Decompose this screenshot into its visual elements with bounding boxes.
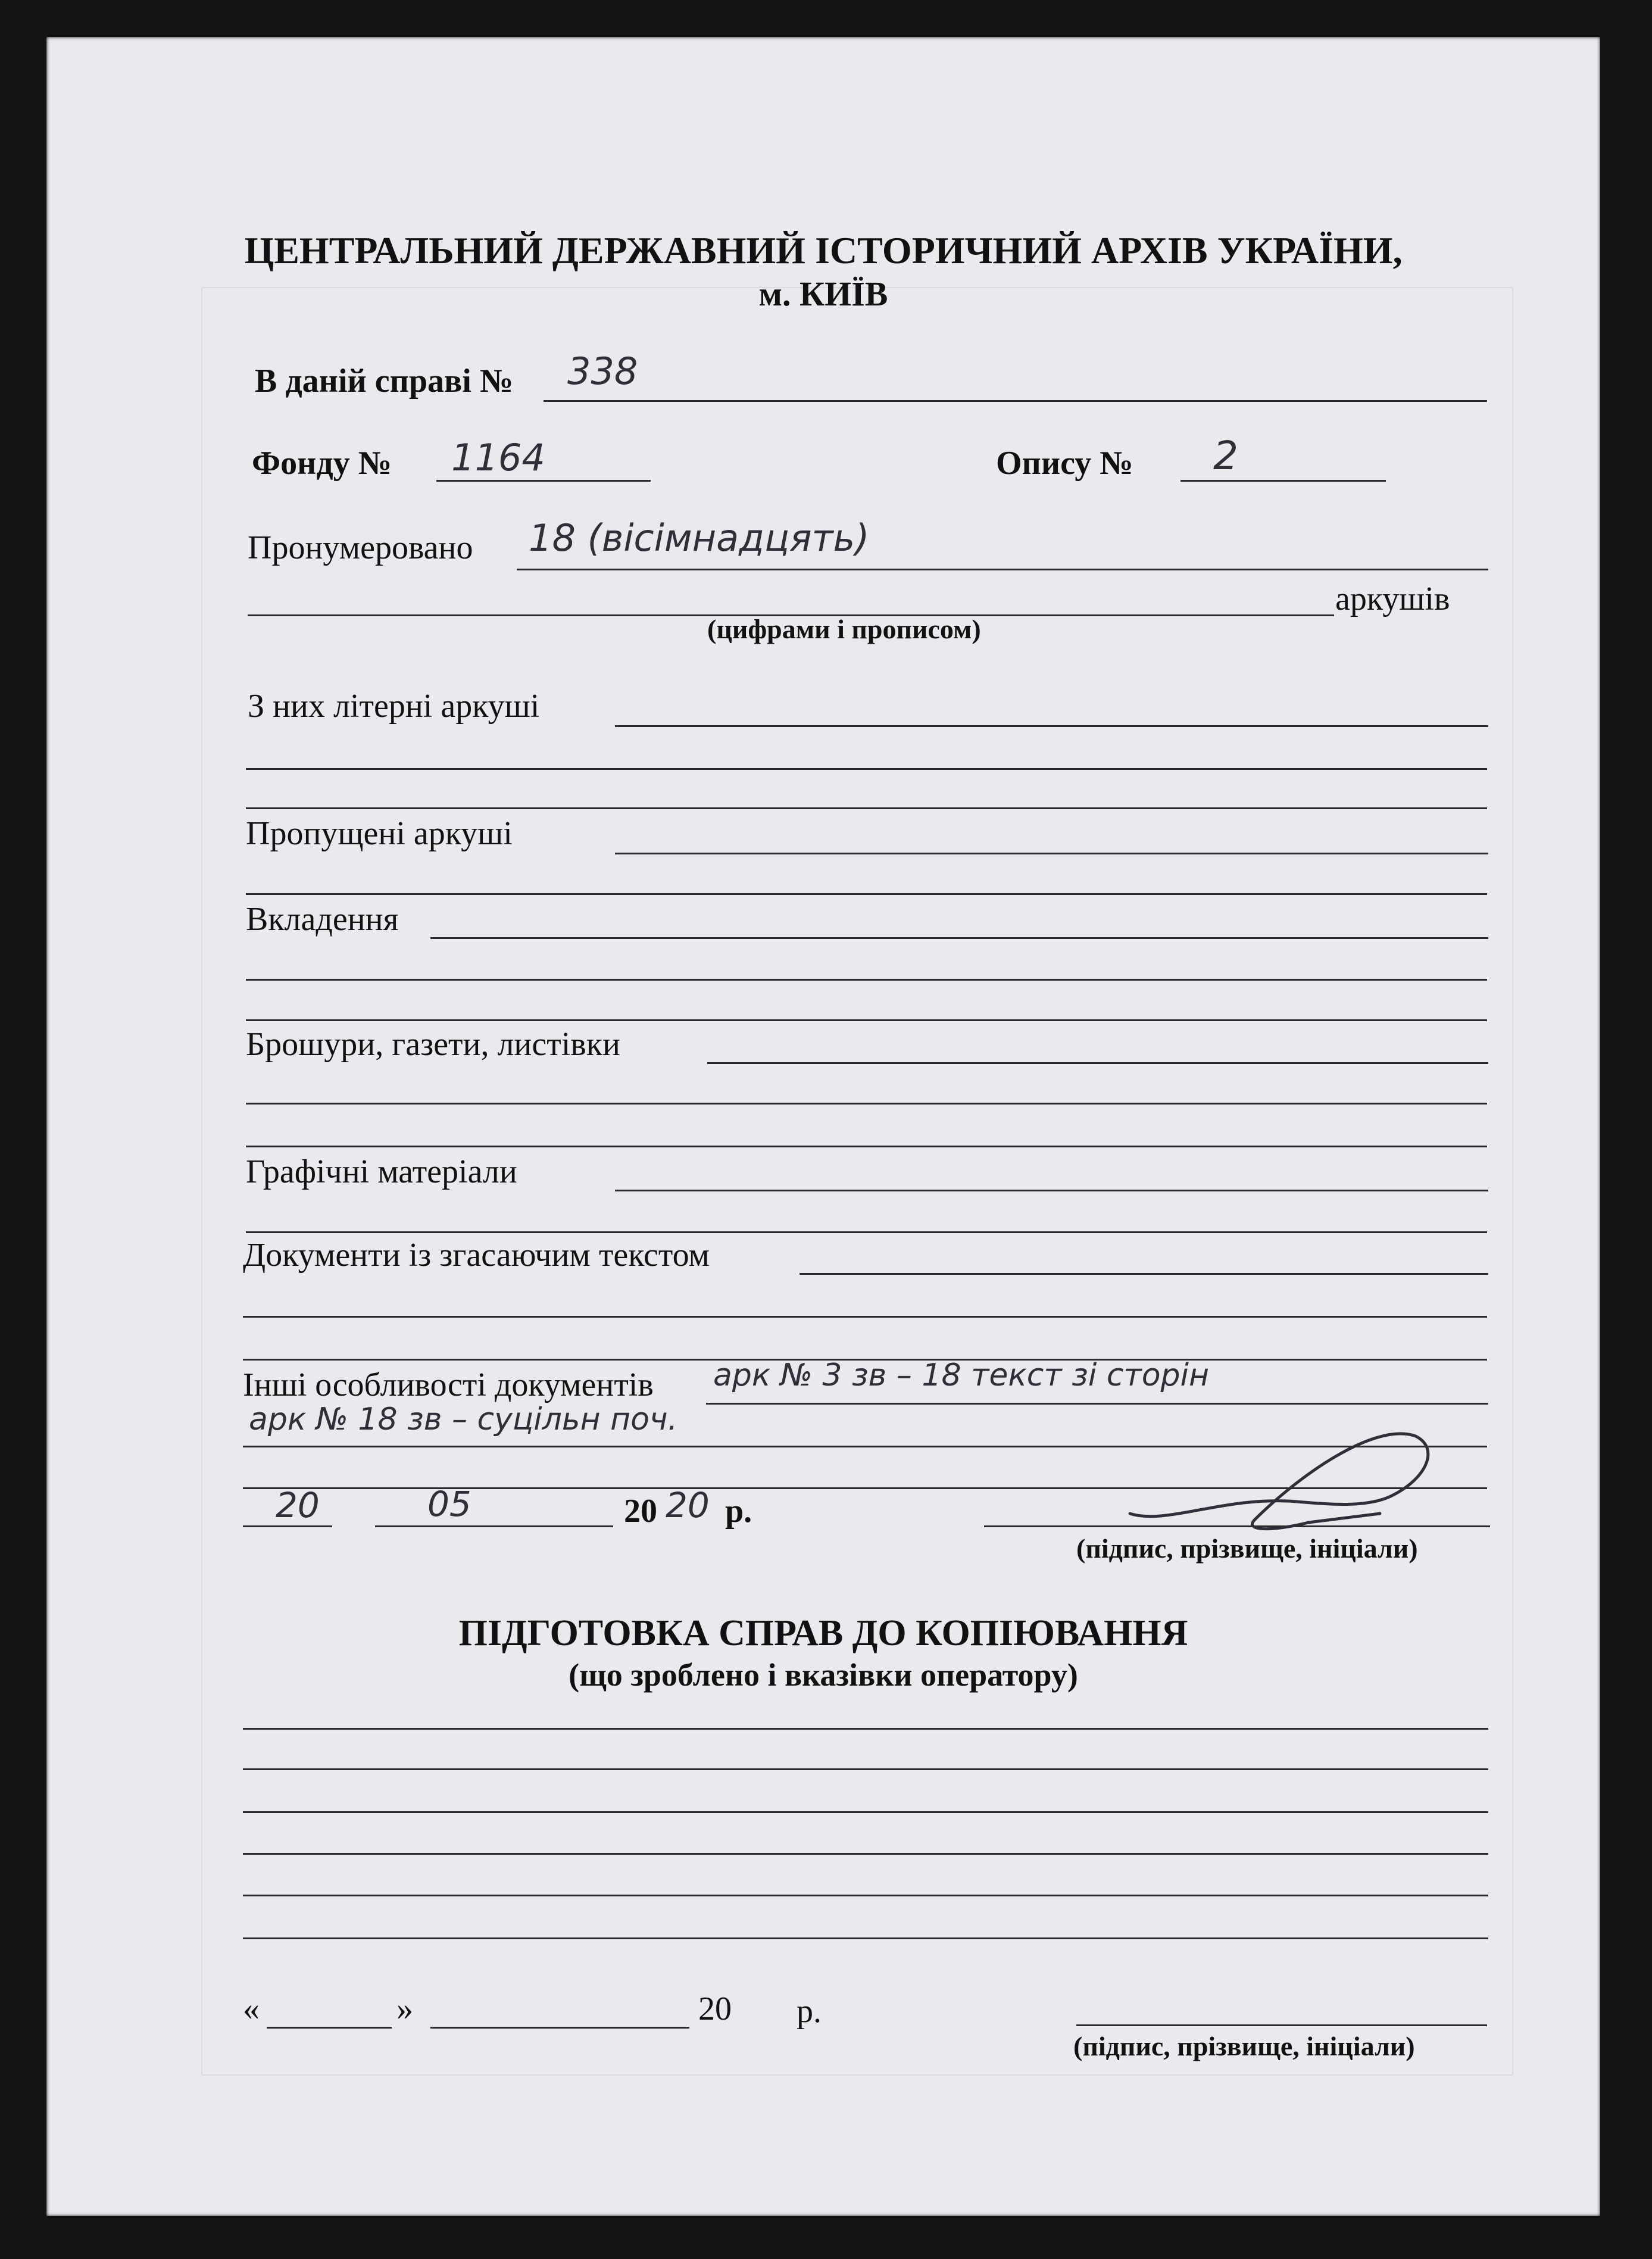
case-number-value[interactable]: 338 bbox=[567, 350, 638, 393]
fading-text-line-1 bbox=[800, 1273, 1488, 1275]
fading-text-label: Документи із згасаючим текстом bbox=[243, 1237, 710, 1274]
copy-line-5 bbox=[243, 1895, 1488, 1896]
copy-month-line bbox=[430, 2027, 689, 2029]
sheets-word: аркушів bbox=[1335, 581, 1450, 617]
year-prefix: 20 bbox=[624, 1493, 657, 1530]
case-number-label: В даній справі № bbox=[255, 363, 514, 400]
year-unit: р. bbox=[725, 1493, 752, 1530]
graphics-line-1 bbox=[615, 1190, 1488, 1191]
copy-year-prefix: 20 bbox=[698, 1990, 732, 2027]
copy-year-unit: р. bbox=[797, 1993, 822, 2030]
date-day-value[interactable]: 20 bbox=[276, 1485, 320, 1525]
signature-drawing bbox=[1118, 1424, 1451, 1543]
numbered-hint: (цифрами і прописом) bbox=[707, 614, 981, 644]
graphics-label: Графічні матеріали bbox=[246, 1153, 517, 1190]
date-day-line bbox=[243, 1525, 332, 1527]
attachments-line-2 bbox=[246, 979, 1487, 981]
archive-title: ЦЕНТРАЛЬНИЙ ДЕРЖАВНИЙ ІСТОРИЧНИЙ АРХІВ УКРАЇНИ, bbox=[244, 229, 1403, 272]
missing-sheets-line-2 bbox=[246, 893, 1487, 895]
attachments-line-1 bbox=[430, 937, 1488, 939]
numbered-line-1 bbox=[517, 569, 1488, 570]
copy-line-6 bbox=[243, 1937, 1488, 1939]
numbered-label: Пронумеровано bbox=[248, 529, 473, 566]
copy-line-2 bbox=[243, 1768, 1488, 1770]
copy-quote-open: « bbox=[243, 1990, 260, 2027]
copy-signature-hint: (підпис, прізвище, ініціали) bbox=[1073, 2031, 1415, 2061]
opys-label: Опису № bbox=[996, 445, 1133, 482]
numbered-value[interactable]: 18 (вісімнадцять) bbox=[529, 516, 870, 560]
year-suffix-value[interactable]: 20 bbox=[666, 1485, 710, 1525]
brochures-line-1 bbox=[707, 1062, 1488, 1064]
document-page bbox=[46, 37, 1600, 2216]
copy-day-line bbox=[267, 2027, 392, 2029]
brochures-line-3 bbox=[246, 1146, 1487, 1147]
opys-line bbox=[1181, 480, 1386, 482]
other-features-label: Інші особливості документів bbox=[243, 1366, 654, 1403]
copy-signature-line bbox=[1076, 2024, 1487, 2026]
attachments-line-3 bbox=[246, 1019, 1487, 1021]
letter-sheets-label: З них літерні аркуші bbox=[248, 688, 540, 725]
fond-label: Фонду № bbox=[252, 445, 392, 482]
signature-hint: (підпис, прізвище, ініціали) bbox=[1076, 1533, 1418, 1564]
copy-section-subtitle: (що зроблено і вказівки оператору) bbox=[569, 1657, 1078, 1693]
fond-line bbox=[436, 480, 651, 482]
fond-value[interactable]: 1164 bbox=[451, 436, 545, 479]
copy-quote-close: » bbox=[396, 1990, 413, 2027]
attachments-label: Вкладення bbox=[246, 901, 399, 938]
graphics-line-2 bbox=[246, 1231, 1487, 1233]
fading-text-line-2 bbox=[243, 1316, 1487, 1318]
brochures-label: Брошури, газети, листівки bbox=[246, 1026, 620, 1063]
letter-sheets-line-2 bbox=[246, 768, 1487, 770]
copy-section-title: ПІДГОТОВКА СПРАВ ДО КОПІЮВАННЯ bbox=[458, 1613, 1188, 1653]
date-month-line bbox=[375, 1525, 613, 1527]
other-features-value-1[interactable]: арк № 3 зв – 18 текст зі сторін bbox=[713, 1358, 1209, 1393]
copy-line-4 bbox=[243, 1853, 1488, 1855]
copy-line-1 bbox=[243, 1728, 1488, 1730]
other-features-line-1 bbox=[706, 1403, 1488, 1405]
archive-city: м. КИЇВ bbox=[758, 274, 888, 313]
brochures-line-2 bbox=[246, 1103, 1487, 1104]
missing-sheets-line-1 bbox=[615, 853, 1488, 854]
date-month-value[interactable]: 05 bbox=[427, 1484, 471, 1524]
letter-sheets-line-3 bbox=[246, 807, 1487, 809]
missing-sheets-label: Пропущені аркуші bbox=[246, 815, 513, 852]
letter-sheets-line-1 bbox=[615, 725, 1488, 727]
case-number-line bbox=[544, 400, 1487, 402]
other-features-value-2[interactable]: арк № 18 зв – суцільн поч. bbox=[249, 1402, 678, 1437]
copy-line-3 bbox=[243, 1811, 1488, 1813]
opys-value[interactable]: 2 bbox=[1213, 433, 1238, 479]
